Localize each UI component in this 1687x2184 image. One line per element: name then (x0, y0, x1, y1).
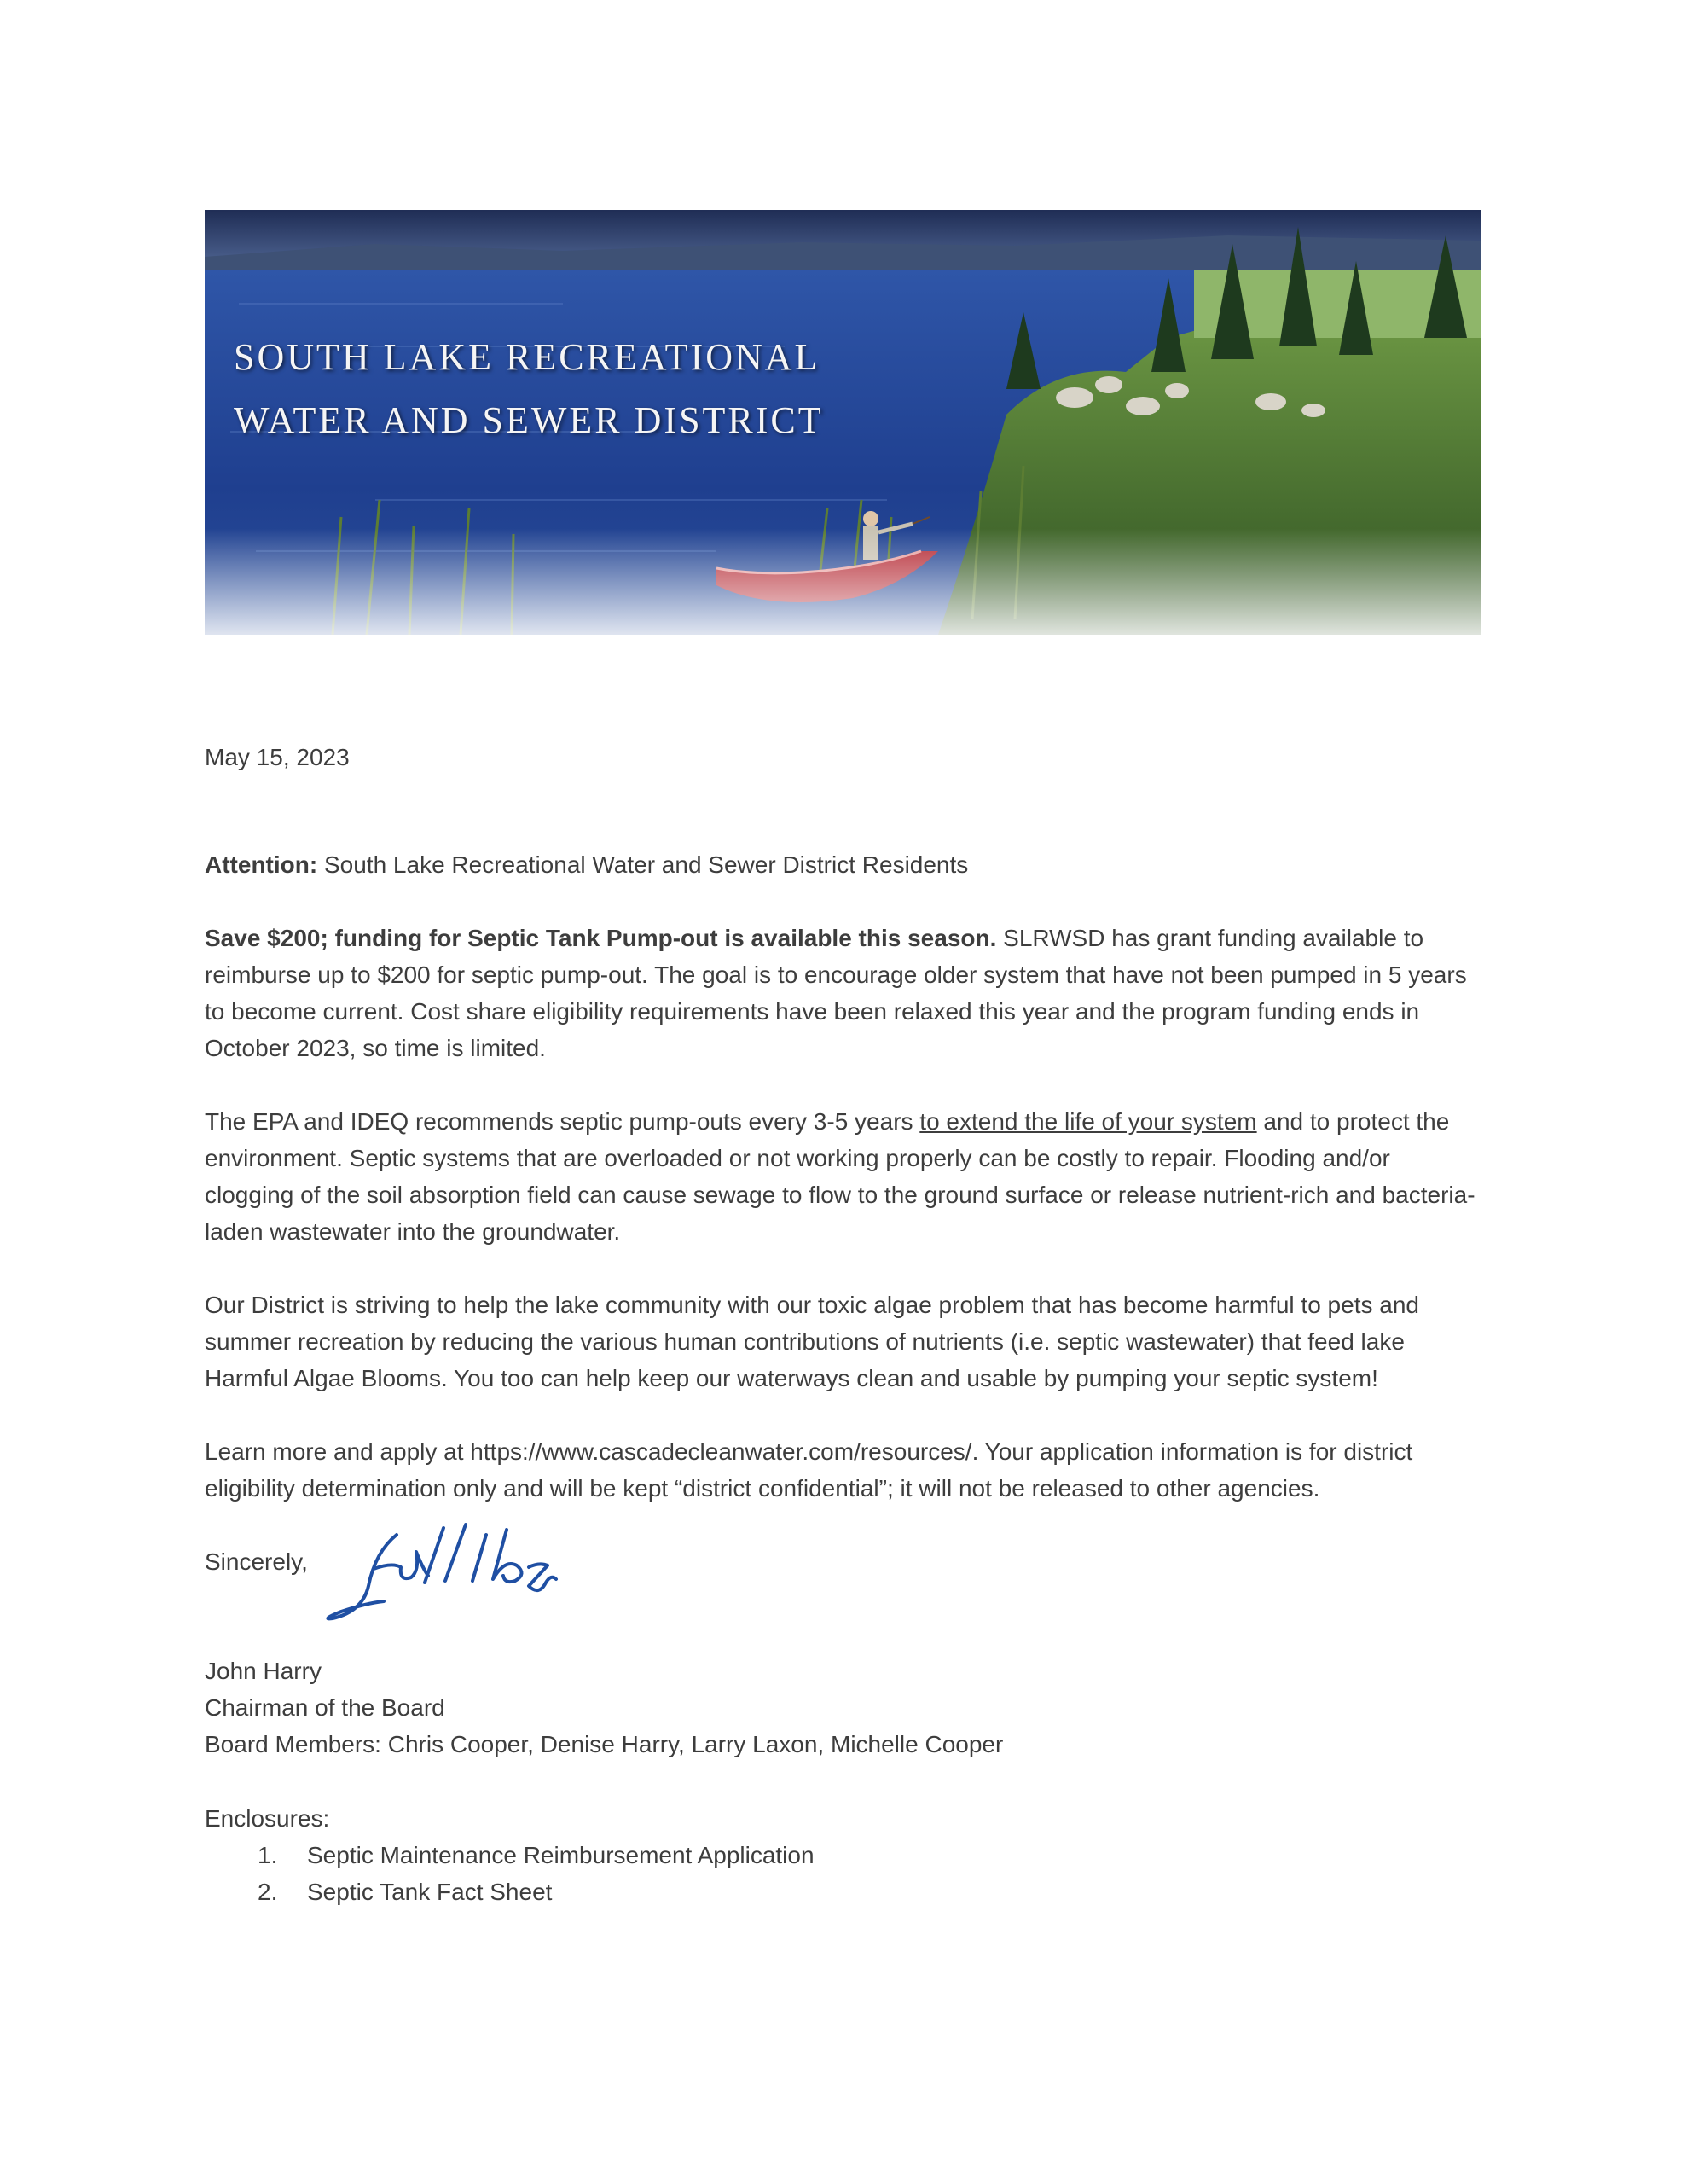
header-banner (205, 210, 1481, 635)
signature-block (205, 1543, 1484, 1763)
banner-title (234, 326, 824, 452)
enclosure-title: Septic Tank Fact Sheet (307, 1879, 553, 1905)
handwritten-signature (316, 1518, 571, 1629)
attention-line (205, 846, 1484, 883)
banner-title-line-1: SOUTH LAKE RECREATIONAL (234, 336, 820, 378)
savings-paragraph (205, 920, 1484, 1066)
enclosures-label: Enclosures: (205, 1805, 330, 1832)
closing: Sincerely, (205, 1548, 308, 1575)
enclosure-number: 2. (258, 1879, 278, 1905)
banner-title-line-2: WATER AND SEWER DISTRICT (234, 399, 824, 441)
attention-label: Attention: (205, 851, 318, 878)
savings-lead: Save $200; funding for Septic Tank Pump-out is available this season. (205, 925, 997, 951)
enclosures-list (205, 1837, 1484, 1910)
savings-text: SLRWSD has grant funding available to reimburse up to $200 for septic pump-out. The goal is to encourage older system that have not been pumped in 5 years to become current. Cost share eligibility requirements have been relaxed this year and the program funding ends in October 2023, so time is limited. (205, 925, 1467, 1061)
epa-text-after: and to protect the environment. Septic systems that are overloaded or not working properly can be costly to repair. Flooding and/or clogging of the soil absorption field can cause sewage to flow to the ground surface or release nutrient-rich and bacteria-laden wastewater into the groundwater. (205, 1108, 1475, 1245)
enclosures-section (205, 1800, 1484, 1910)
district-paragraph: Our District is striving to help the lake community with our toxic algae problem that has become harmful to pets and summer recreation by reducing the various human contributions of nutrients (i.e. septic wastewater) that feed lake Harmful Algae Blooms. You too can help keep our waterways clean and usable by pumping your septic system! (205, 1292, 1419, 1391)
enclosure-number: 1. (258, 1842, 278, 1868)
epa-paragraph (205, 1103, 1484, 1250)
signer-title: Chairman of the Board (205, 1694, 445, 1721)
letter-body (205, 739, 1484, 1910)
attention-text: South Lake Recreational Water and Sewer District Residents (317, 851, 969, 878)
list-item (258, 1837, 1484, 1873)
epa-underlined-text: to extend the life of your system (919, 1108, 1257, 1135)
learn-more-paragraph: Learn more and apply at https://www.cascadecleanwater.com/resources/. Your application information is for district eligibility determination only and will be kept “district confidential”; it will not be released to other agencies. (205, 1438, 1413, 1502)
enclosure-title: Septic Maintenance Reimbursement Application (307, 1842, 815, 1868)
board-members: Board Members: Chris Cooper, Denise Harry, Larry Laxon, Michelle Cooper (205, 1731, 1004, 1757)
epa-text-before: The EPA and IDEQ recommends septic pump-outs every 3-5 years (205, 1108, 920, 1135)
letter-date: May 15, 2023 (205, 744, 350, 770)
list-item (258, 1873, 1484, 1910)
signer-name: John Harry (205, 1658, 322, 1684)
